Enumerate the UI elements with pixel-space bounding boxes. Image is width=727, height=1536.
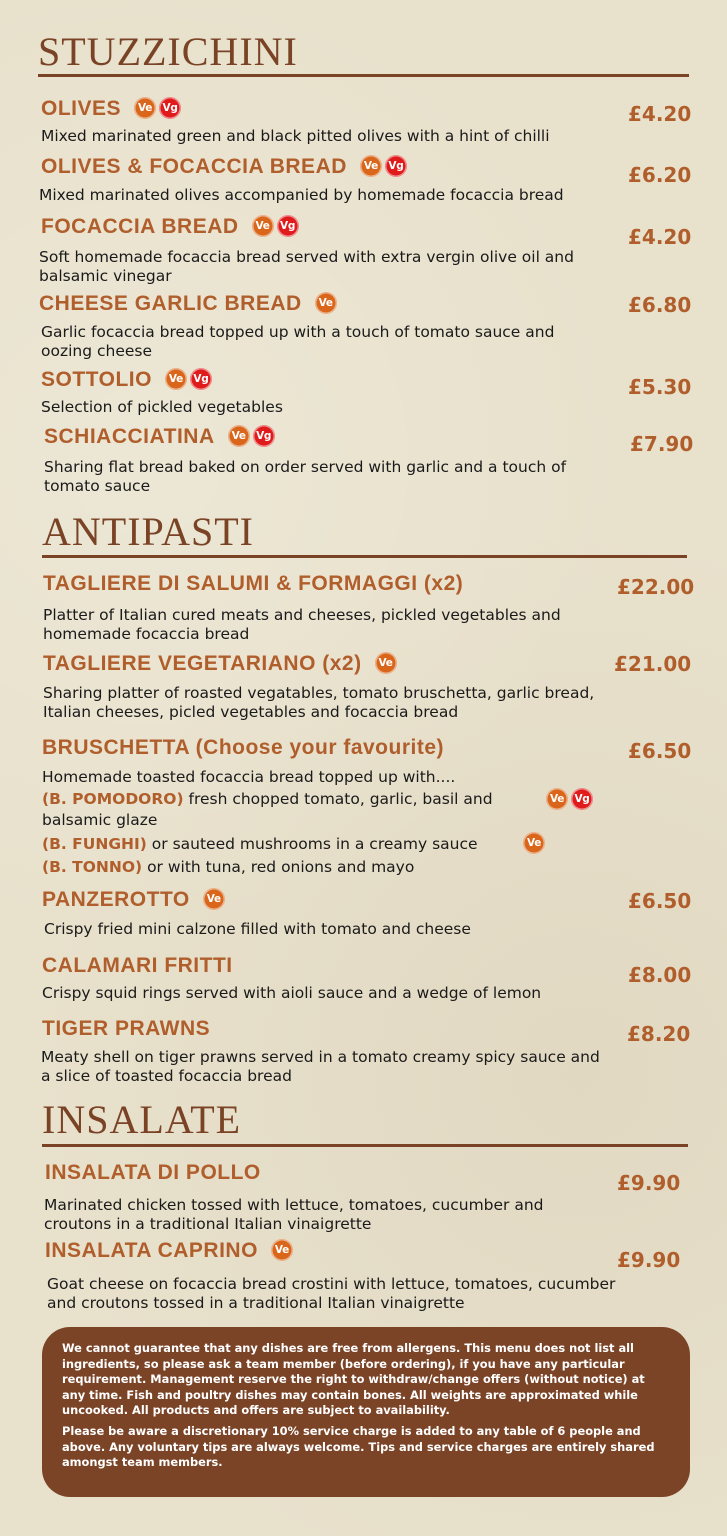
allergen-notice	[42, 1327, 690, 1497]
menu-item-description: Homemade toasted focaccia bread topped up with....	[42, 768, 456, 786]
section-title-stuzzichini: STUZZICHINI	[38, 29, 298, 74]
menu-item-price: £6.20	[628, 163, 692, 187]
menu-item-name: PANZEROTTO Ve	[42, 888, 225, 910]
vegetarian-badge-icon: Ve	[252, 215, 274, 237]
menu-item-name: CALAMARI FRITTI	[42, 954, 233, 977]
menu-item-description: Goat cheese on focaccia bread crostini with lettuce, tomatoes, cucumber and croutons tossed in a traditional Italian vinaigrette	[47, 1275, 616, 1312]
menu-item-description: Sharing flat bread baked on order served with garlic and a touch of tomato sauce	[44, 458, 567, 495]
menu-item-price: £21.00	[614, 652, 692, 676]
menu-item-name: TIGER PRAWNS	[42, 1017, 211, 1040]
vegetarian-badge-icon: Ve	[546, 788, 568, 810]
vegan-badge-icon: Vg	[159, 97, 181, 119]
menu-item-price: £8.20	[627, 1022, 691, 1046]
diet-badges	[131, 97, 181, 119]
menu-item-price: £4.20	[628, 225, 692, 249]
section-divider	[42, 1144, 688, 1147]
menu-item-price: £9.90	[617, 1171, 681, 1195]
menu-item-price: £6.50	[628, 889, 692, 913]
menu-item-price: £4.20	[628, 102, 692, 126]
section-divider	[42, 555, 687, 558]
vegetarian-badge-icon: Ve	[315, 292, 337, 314]
vegetarian-badge-icon: Ve	[203, 888, 225, 910]
menu-item-price: £6.80	[628, 293, 692, 317]
menu-item-description: Mixed marinated green and black pitted olives with a hint of chilli	[41, 127, 550, 145]
diet-badges	[268, 1239, 293, 1261]
menu-item-name: SCHIACCIATINA Ve Vg	[44, 425, 275, 447]
menu-item-description: Marinated chicken tossed with lettuce, tomatoes, cucumber and croutons in a traditional Italian vinaigrette	[44, 1196, 544, 1233]
menu-item-description: Selection of pickled vegetables	[41, 398, 283, 416]
section-title-antipasti: ANTIPASTI	[42, 509, 254, 554]
diet-badges	[162, 368, 212, 390]
menu-item-price: £5.30	[628, 375, 692, 399]
section-divider	[38, 74, 689, 77]
diet-badges	[372, 652, 397, 674]
diet-badges	[249, 215, 299, 237]
vegetarian-badge-icon: Ve	[360, 155, 382, 177]
menu-item-price: £8.00	[628, 963, 692, 987]
menu-item-price: £22.00	[617, 575, 695, 599]
vegan-badge-icon: Vg	[571, 788, 593, 810]
bruschetta-option-pomodoro-cont: balsamic glaze	[42, 811, 158, 829]
diet-badges	[357, 155, 407, 177]
vegan-badge-icon: Vg	[190, 368, 212, 390]
menu-item-price: £6.50	[628, 739, 692, 763]
menu-item-description: Platter of Italian cured meats and cheeses, pickled vegetables and homemade focaccia bread	[43, 606, 561, 643]
menu-item-name: BRUSCHETTA (Choose your favourite)	[42, 736, 445, 759]
menu-item-description: Sharing platter of roasted vegatables, tomato bruschetta, garlic bread, Italian cheeses, picled vegetables and focaccia bread	[43, 684, 595, 721]
diet-badges	[225, 425, 275, 447]
menu-item-description: Crispy squid rings served with aioli sauce and a wedge of lemon	[42, 984, 542, 1002]
menu-item-name: CHEESE GARLIC BREAD Ve	[39, 292, 337, 314]
vegetarian-badge-icon: Ve	[375, 652, 397, 674]
diet-badges	[543, 788, 593, 810]
menu-item-name: INSALATA DI POLLO	[45, 1161, 261, 1184]
menu-item-description: Mixed marinated olives accompanied by homemade focaccia bread	[39, 186, 564, 204]
menu-item-name: OLIVES Ve Vg	[41, 97, 181, 119]
menu-item-price: £7.90	[630, 432, 694, 456]
diet-badges	[520, 832, 545, 854]
vegetarian-badge-icon: Ve	[134, 97, 156, 119]
menu-item-name: INSALATA CAPRINO Ve	[45, 1239, 293, 1261]
vegetarian-badge-icon: Ve	[271, 1239, 293, 1261]
vegetarian-badge-icon: Ve	[165, 368, 187, 390]
allergen-disclaimer: We cannot guarantee that any dishes are free from allergens. This menu does not list all ingredients, so please ask a team member (before ordering), if you have any particular requirement. Management reserve the right to withdraw/change offers (without notice) at any time. Fish and poultry dishes may contain bones. All weights are approximated while uncooked. All products and offers are subject to availability.	[62, 1341, 645, 1418]
vegetarian-badge-icon: Ve	[228, 425, 250, 447]
bruschetta-option-tonno: (B. TONNO) or with tuna, red onions and mayo	[42, 858, 415, 876]
menu-item-name: FOCACCIA BREAD Ve Vg	[41, 215, 299, 237]
diet-badges	[312, 292, 337, 314]
menu-item-description: Meaty shell on tiger prawns served in a tomato creamy spicy sauce and a slice of toasted focaccia bread	[41, 1048, 600, 1085]
menu-item-description: Garlic focaccia bread topped up with a touch of tomato sauce and oozing cheese	[41, 323, 555, 360]
diet-badges	[200, 888, 225, 910]
vegetarian-badge-icon: Ve	[523, 832, 545, 854]
vegan-badge-icon: Vg	[277, 215, 299, 237]
menu-item-price: £9.90	[617, 1248, 681, 1272]
menu-item-name: OLIVES & FOCACCIA BREAD Ve Vg	[41, 155, 407, 177]
bruschetta-option-pomodoro: (B. POMODORO) fresh chopped tomato, garlic, basil and	[42, 790, 493, 808]
vegan-badge-icon: Vg	[253, 425, 275, 447]
section-title-insalate: INSALATE	[42, 1097, 242, 1142]
menu-item-name: TAGLIERE DI SALUMI & FORMAGGI (x2)	[43, 572, 464, 595]
menu-item-description: Soft homemade focaccia bread served with extra vergin olive oil and balsamic vinegar	[39, 248, 574, 285]
service-charge-notice: Please be aware a discretionary 10% service charge is added to any table of 6 people and above. Any voluntary tips are always welcome. Tips and service charges are entirely shared amongst team members.	[62, 1423, 655, 1470]
menu-item-name: SOTTOLIO Ve Vg	[41, 368, 212, 390]
bruschetta-option-funghi: (B. FUNGHI) or sauteed mushrooms in a creamy sauce	[42, 835, 478, 853]
menu-item-description: Crispy fried mini calzone filled with tomato and cheese	[44, 920, 471, 938]
menu-item-name: TAGLIERE VEGETARIANO (x2) Ve	[43, 652, 397, 674]
vegan-badge-icon: Vg	[385, 155, 407, 177]
